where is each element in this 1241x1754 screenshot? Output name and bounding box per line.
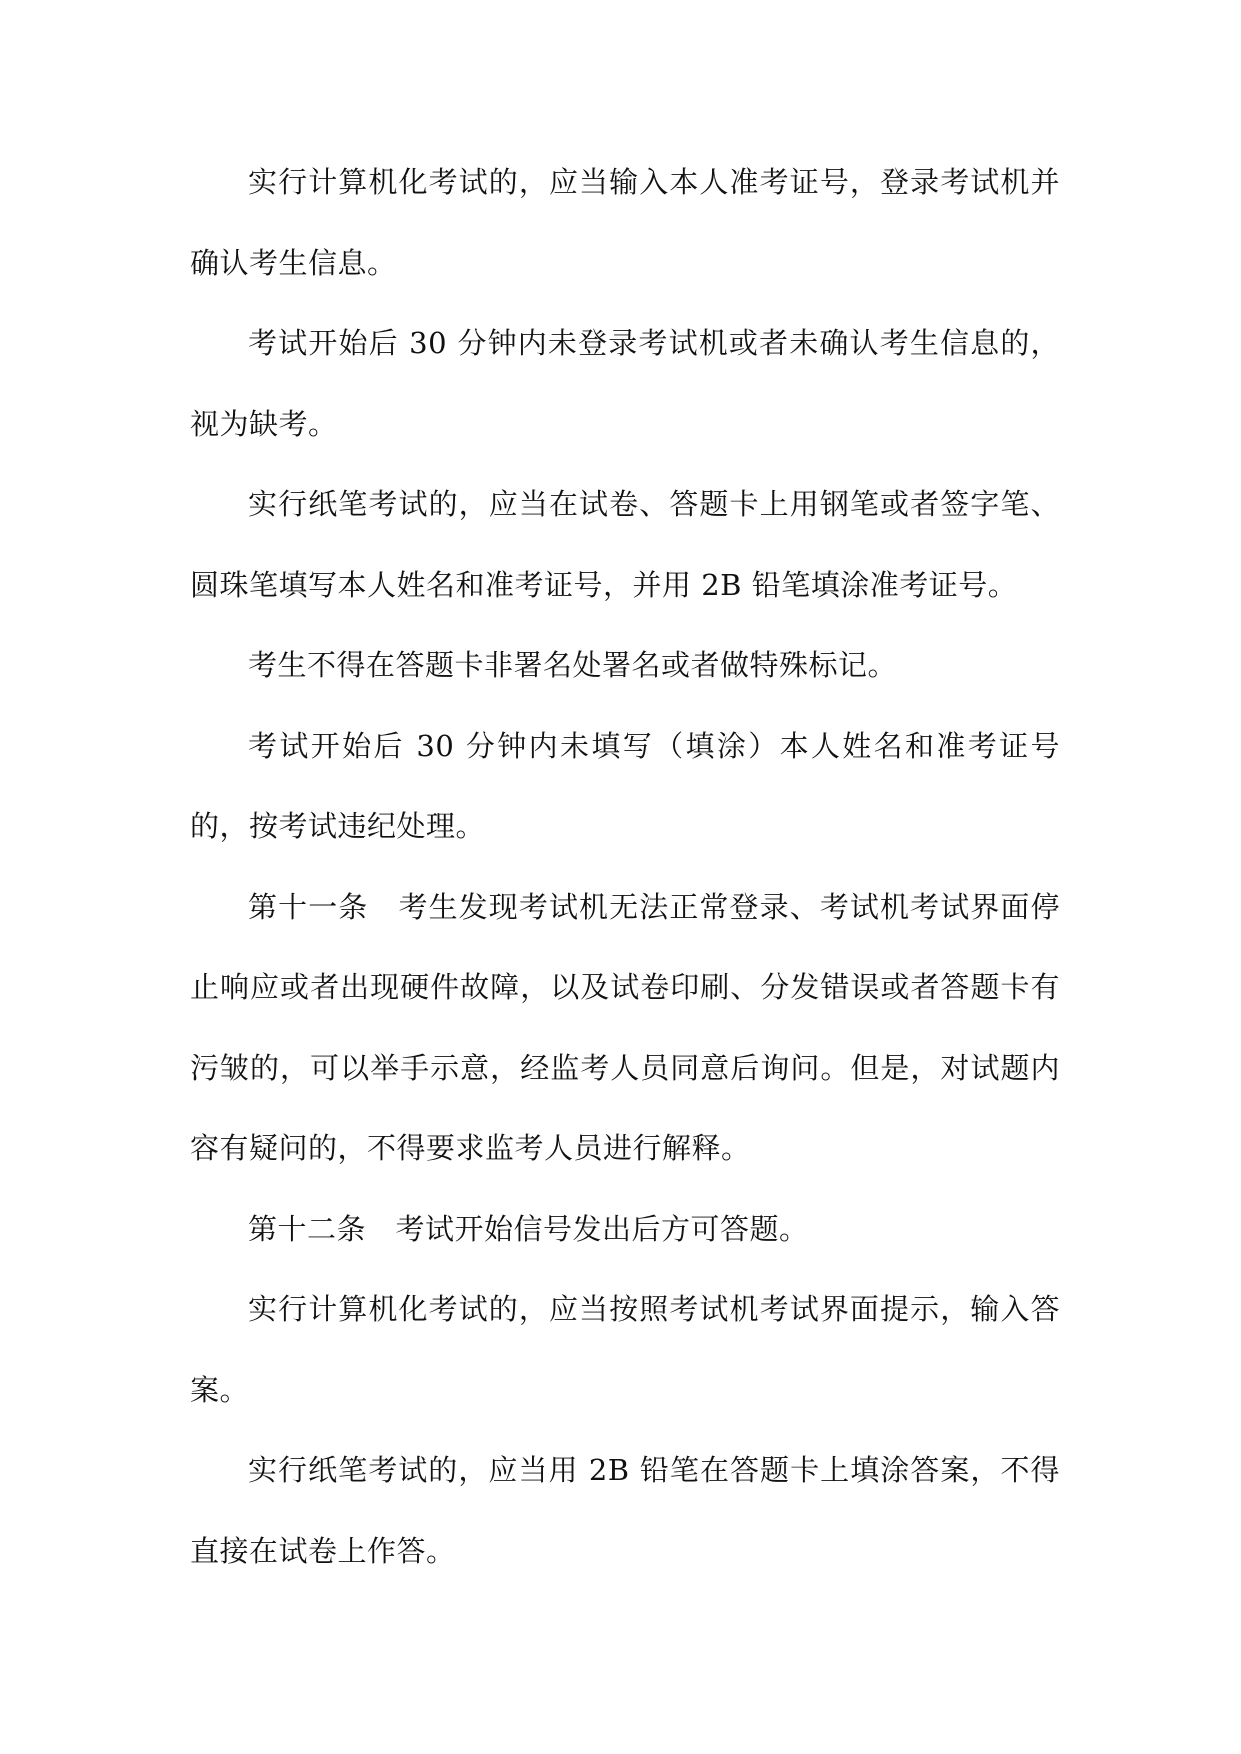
paragraph-computer-exam-login: 实行计算机化考试的，应当输入本人准考证号，登录考试机并确认考生信息。	[190, 165, 1060, 280]
paragraph-absent-rule: 考试开始后 30 分钟内未登录考试机或者未确认考生信息的，视为缺考。	[190, 326, 1060, 441]
paragraph-article-12: 第十二条 考试开始信号发出后方可答题。	[248, 1211, 809, 1246]
paragraph-violation-rule: 考试开始后 30 分钟内未填写（填涂）本人姓名和准考证号的，按考试违纪处理。	[190, 728, 1060, 843]
paragraph-computer-answer: 实行计算机化考试的，应当按照考试机考试界面提示，输入答案。	[190, 1292, 1060, 1407]
paragraph-article-11: 第十一条 考生发现考试机无法正常登录、考试机考试界面停止响应或者出现硬件故障，以及试卷印刷、分发错误或者答题卡有污皱的，可以举手示意，经监考人员同意后询问。但是，对试题内容有疑问的，不得要求监考人员进行解释。	[190, 889, 1060, 1165]
paragraph-paper-exam-fill: 实行纸笔考试的，应当在试卷、答题卡上用钢笔或者签字笔、圆珠笔填写本人姓名和准考证号，并用 2B 铅笔填涂准考证号。	[190, 487, 1060, 602]
paragraph-paper-answer: 实行纸笔考试的，应当用 2B 铅笔在答题卡上填涂答案，不得直接在试卷上作答。	[190, 1453, 1060, 1568]
document-body	[190, 142, 1060, 1591]
paragraph-no-marking: 考生不得在答题卡非署名处署名或者做特殊标记。	[248, 648, 898, 682]
